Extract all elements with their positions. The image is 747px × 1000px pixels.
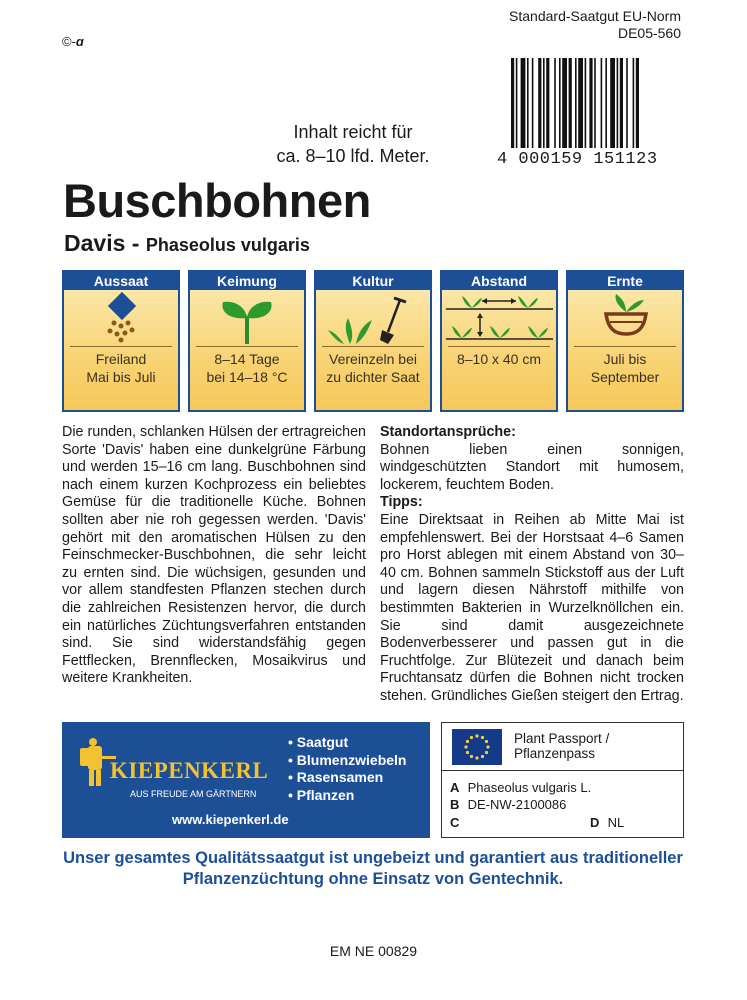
product-subtitle bbox=[64, 230, 310, 257]
info-box-keimung bbox=[188, 270, 306, 412]
info-box-head: Kultur bbox=[352, 273, 394, 289]
info-box-head: Aussaat bbox=[93, 273, 149, 289]
harvest-basket-icon bbox=[568, 290, 683, 346]
seed-standard bbox=[509, 8, 681, 42]
standard-line-2: DE05-560 bbox=[617, 25, 681, 41]
tips-heading: Tipps: bbox=[380, 494, 423, 511]
passport-title-line-1: Plant Passport / bbox=[514, 731, 610, 746]
product-description: Die runden, schlanken Hülsen der ertragreichen Sorte 'Davis' haben eine dunkelgrüne Färbung und werden 15–16 cm lang. Buschbohnen sind nach einem kurzen Kochprozess ein beliebtes Gemüse für die traditionelle Küche. Bohnen sollten aber nie roh gegessen werden. 'Davis' gehört mit den aromatischen Hülsen zu den Feinschmecker-Buschbohnen, die sehr leicht zu ernten sind. Die wüchsigen, gesunden und vor allem standfesten Pflanzen stechen durch die zahlreichen Resistenzen hervor, die durch ein natürliches Züchtungsverfahren entstanden sind. Sie sind widerstandsfähig gegen Fettflecken, Brennflecken, Mosaikvirus und weitere Krankheiten. bbox=[62, 424, 366, 687]
content-note-line-2: ca. 8–10 lfd. Meter. bbox=[276, 146, 430, 166]
passport-label-a: A bbox=[450, 780, 460, 795]
seedling-icon bbox=[190, 290, 305, 346]
product-title: Buschbohnen bbox=[63, 174, 371, 227]
brand-product-list bbox=[288, 734, 406, 804]
info-box-line-1: 8–14 Tage bbox=[214, 351, 280, 367]
passport-value-d: NL bbox=[607, 815, 625, 830]
info-box-line-1: Juli bis bbox=[603, 351, 647, 367]
tips-text: Eine Direktsaat in Reihen ab Mitte Mai ist empfehlenswert. Bei der Horstsaat 4–6 Samen pro Horst ablegen mit einem Abstand von 30–40 cm. Bohnen sammeln Stickstoff aus der Luft und lagern diesen Nährstoff mithilfe von bestimmten Bakterien in Wurzelknöllchen ein. Sie sind damit ausgezeichnete Bodenverbesserer und passen gut in die Fruchtfolge. Zur Blütezeit und danach beim Fruchtansatz dürfen die Bohnen nicht trocken stehen. Gründliches Gießen steigert den Ertrag. bbox=[380, 511, 684, 704]
info-box-kultur bbox=[314, 270, 432, 412]
location-heading: Standortansprüche: bbox=[380, 424, 516, 440]
content-note bbox=[263, 120, 443, 168]
brand-item: • Saatgut bbox=[288, 734, 406, 752]
info-box-line-1: Freiland bbox=[95, 351, 147, 367]
info-box-abstand bbox=[440, 270, 558, 412]
brand-name: KIEPENKERL bbox=[110, 758, 269, 783]
subtitle-separator: - bbox=[125, 230, 146, 256]
passport-value-b: DE-NW-2100086 bbox=[467, 797, 567, 812]
info-box-line-2: September bbox=[590, 369, 660, 385]
cultivation-info-boxes bbox=[62, 270, 684, 412]
info-box-ernte bbox=[566, 270, 684, 412]
info-box-head: Keimung bbox=[217, 273, 277, 289]
brand-tagline: AUS FREUDE AM GÄRTNERN bbox=[130, 789, 257, 799]
barcode-bars-icon bbox=[511, 58, 679, 148]
content-note-line-1: Inhalt reicht für bbox=[293, 122, 413, 142]
passport-title bbox=[514, 731, 609, 761]
brand-url: www.kiepenkerl.de bbox=[172, 812, 289, 827]
brand-item: • Rasensamen bbox=[288, 769, 406, 787]
info-box-line-1: Vereinzeln bei bbox=[329, 351, 417, 367]
standard-line-1: Standard-Saatgut EU-Norm bbox=[509, 8, 681, 24]
location-text: Bohnen lieben einen sonnigen, windgeschützten Standort mit humosem, lockerem, feuchtem Boden. bbox=[380, 441, 684, 493]
brand-item: • Pflanzen bbox=[288, 787, 406, 805]
info-box-line-2: zu dichter Saat bbox=[326, 369, 420, 385]
info-box-line-2: Mai bis Juli bbox=[86, 369, 156, 385]
info-box-line-1: 8–10 x 40 cm bbox=[456, 351, 542, 367]
barcode bbox=[497, 58, 680, 170]
info-box-line-2: bei 14–18 °C bbox=[206, 369, 288, 385]
quality-note: Unser gesamtes Qualitätssaatgut ist ungebeizt und garantiert aus traditioneller Pflanzenzüchtung ohne Einsatz von Gentechnik. bbox=[63, 849, 683, 888]
info-box-aussaat bbox=[62, 270, 180, 412]
passport-label-d: D bbox=[590, 815, 600, 830]
seed-packet-icon bbox=[64, 290, 179, 346]
brand-box bbox=[62, 722, 430, 838]
wordmark-icon: ɑ bbox=[75, 34, 84, 49]
em-code: EM NE 00829 bbox=[329, 943, 418, 959]
passport-label-c: C bbox=[450, 815, 460, 830]
latin-name: Phaseolus vulgaris bbox=[145, 235, 310, 255]
variety-name: Davis bbox=[64, 230, 126, 256]
copyright-text: ©- bbox=[62, 34, 76, 49]
passport-row-a bbox=[450, 780, 591, 795]
growing-notes bbox=[380, 424, 684, 706]
passport-row-b bbox=[450, 797, 566, 812]
passport-value-a: Phaseolus vulgaris L. bbox=[467, 780, 592, 795]
copyright-mark bbox=[62, 34, 84, 49]
passport-row-d bbox=[590, 815, 624, 830]
barcode-digits: 4 000159 151123 bbox=[497, 150, 658, 169]
spacing-icon bbox=[442, 290, 557, 346]
eu-flag-icon bbox=[452, 729, 502, 765]
passport-title-line-2: Pflanzenpass bbox=[514, 746, 596, 761]
spade-plant-icon bbox=[316, 290, 431, 346]
passport-label-b: B bbox=[450, 797, 460, 812]
plant-passport bbox=[441, 722, 684, 838]
info-box-head: Abstand bbox=[471, 273, 527, 289]
brand-item: • Blumenzwiebeln bbox=[288, 752, 406, 770]
info-box-head: Ernte bbox=[607, 273, 643, 289]
passport-row-c bbox=[450, 815, 464, 830]
